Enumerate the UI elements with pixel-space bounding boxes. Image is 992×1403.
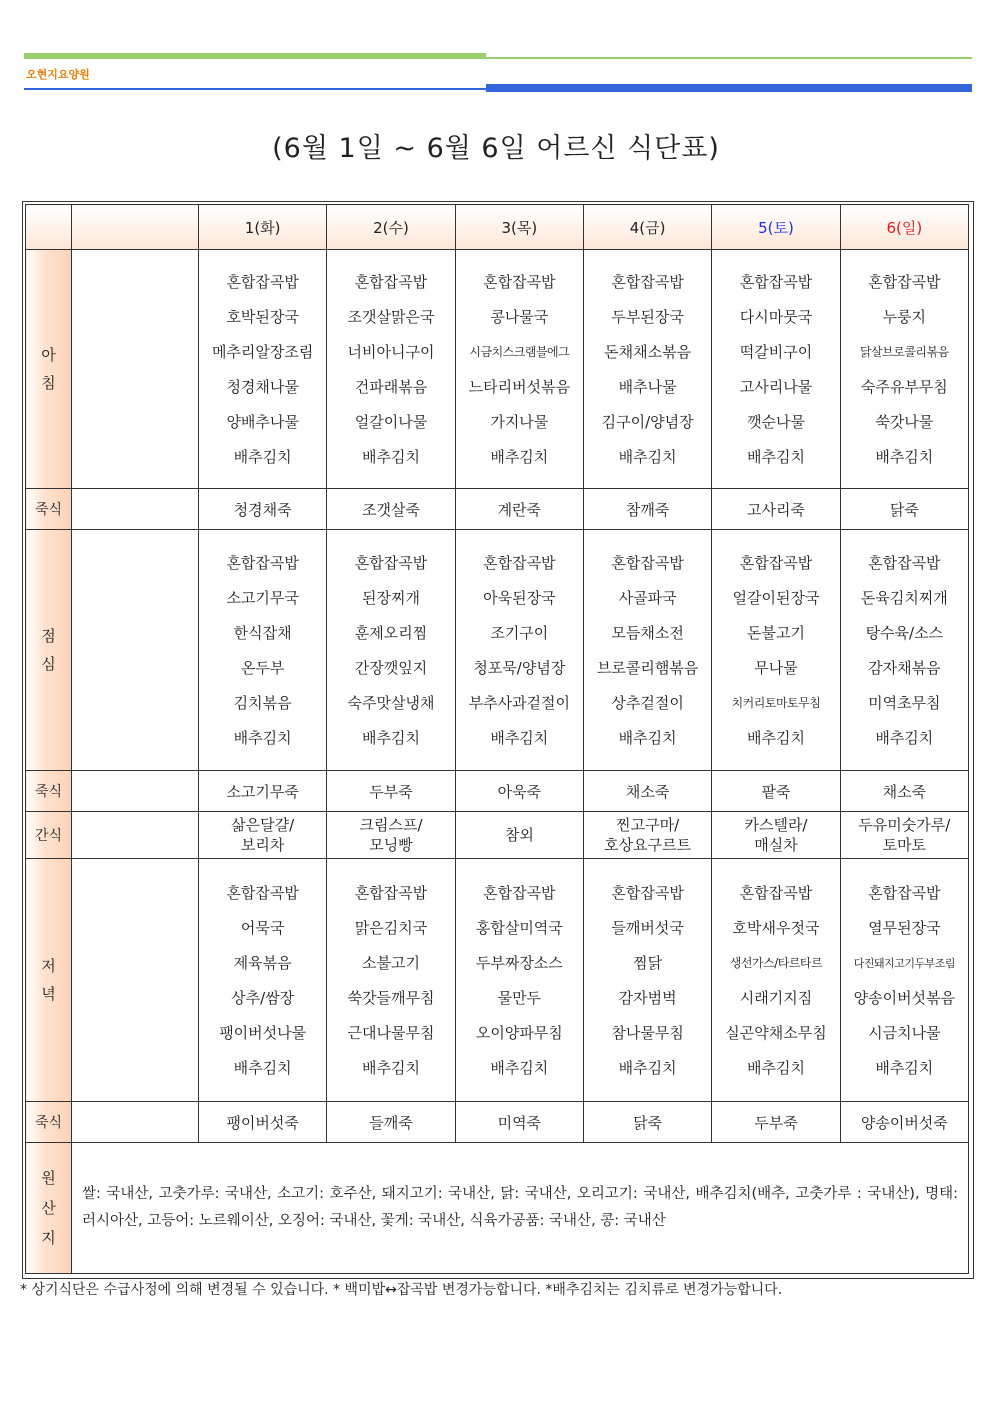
lunch-label: 점 심 bbox=[26, 530, 72, 771]
menu-item: 생선가스/타르타르 bbox=[729, 956, 823, 970]
menu-item: 배추김치 bbox=[362, 448, 420, 466]
menu-item: 건파래볶음 bbox=[354, 378, 428, 396]
menu-item: 물만두 bbox=[497, 989, 542, 1007]
menu-item: 혼합잡곡밥 bbox=[483, 554, 556, 572]
day-header: 1(화) bbox=[199, 205, 327, 250]
porridge-cell: 두부죽 bbox=[327, 771, 455, 812]
menu-cell bbox=[455, 859, 583, 1102]
menu-item: 누룽지 bbox=[882, 308, 927, 326]
menu-item: 혼합잡곡밥 bbox=[868, 554, 941, 572]
menu-item: 양송이버섯볶음 bbox=[853, 989, 956, 1007]
menu-item: 배추김치 bbox=[233, 448, 292, 466]
snack-cell bbox=[327, 812, 455, 859]
day-header: 6(일) bbox=[840, 205, 968, 250]
menu-item: 닭살브로콜리볶음 bbox=[859, 345, 949, 359]
menu-item: 두부된장국 bbox=[611, 308, 684, 326]
menu-item: 혼합잡곡밥 bbox=[354, 554, 428, 572]
menu-item: 돈육김치찌개 bbox=[860, 589, 948, 607]
menu-item: 시래기지짐 bbox=[739, 989, 813, 1007]
menu-item: 배추김치 bbox=[875, 729, 934, 747]
porridge-cell: 팽이버섯죽 bbox=[199, 1102, 327, 1143]
menu-cell bbox=[327, 530, 455, 771]
porridge-cell: 계란죽 bbox=[455, 489, 583, 530]
menu-item: 맑은김치국 bbox=[354, 919, 428, 937]
snack-cell bbox=[712, 812, 840, 859]
menu-cell bbox=[840, 530, 968, 771]
menu-item: 쑥갓나물 bbox=[875, 413, 934, 431]
menu-item: 혼합잡곡밥 bbox=[739, 884, 813, 902]
origin-label: 원 산 지 bbox=[26, 1143, 72, 1274]
menu-item: 감자범벅 bbox=[618, 989, 677, 1007]
menu-cell bbox=[327, 859, 455, 1102]
menu-cell bbox=[455, 530, 583, 771]
menu-item: 조갯살맑은국 bbox=[347, 308, 435, 326]
porridge-cell: 아욱죽 bbox=[455, 771, 583, 812]
menu-item: 배추김치 bbox=[618, 729, 677, 747]
menu-item: 부추사과겉절이 bbox=[468, 694, 571, 712]
menu-item: 배추김치 bbox=[362, 729, 420, 747]
porridge-cell: 참깨죽 bbox=[583, 489, 711, 530]
corner-cell-2 bbox=[72, 205, 199, 250]
porridge-label: 죽식 bbox=[26, 771, 72, 812]
dinner-row bbox=[26, 859, 969, 1102]
porridge-cell: 채소죽 bbox=[840, 771, 968, 812]
porridge-cell: 두부죽 bbox=[712, 1102, 840, 1143]
menu-item: 콩나물국 bbox=[490, 308, 549, 326]
menu-item: 된장찌개 bbox=[362, 589, 420, 607]
menu-item: 다시마뭇국 bbox=[739, 308, 813, 326]
day-header: 2(수) bbox=[327, 205, 455, 250]
blank-cell bbox=[72, 812, 199, 859]
menu-item: 시금치스크램블에그 bbox=[469, 345, 570, 359]
menu-item: 미역초무침 bbox=[868, 694, 941, 712]
menu-item: 혼합잡곡밥 bbox=[483, 273, 556, 291]
snack-line: 매실차 bbox=[754, 836, 798, 854]
menu-item: 홍합살미역국 bbox=[475, 919, 563, 937]
menu-item: 소불고기 bbox=[362, 954, 420, 972]
menu-cell bbox=[199, 859, 327, 1102]
menu-item: 배추김치 bbox=[875, 1059, 934, 1077]
snack-line: 보리차 bbox=[240, 836, 285, 854]
header-rule-blue bbox=[486, 84, 972, 92]
menu-cell bbox=[712, 859, 840, 1102]
snack-line: 두유미숫가루/ bbox=[858, 816, 951, 834]
menu-item: 배추김치 bbox=[618, 448, 677, 466]
snack-line: 모닝빵 bbox=[369, 836, 413, 854]
menu-item: 배추김치 bbox=[233, 729, 292, 747]
menu-item: 시금치나물 bbox=[868, 1024, 941, 1042]
snack-line: 호상요구르트 bbox=[604, 836, 692, 854]
menu-item: 돈불고기 bbox=[746, 624, 805, 642]
menu-item: 들깨버섯국 bbox=[611, 919, 684, 937]
menu-item: 배추김치 bbox=[746, 729, 805, 747]
menu-item: 오이양파무침 bbox=[475, 1024, 563, 1042]
menu-item: 호박된장국 bbox=[226, 308, 299, 326]
menu-item: 한식잡채 bbox=[233, 624, 292, 642]
day-header: 3(목) bbox=[455, 205, 583, 250]
blank-cell bbox=[72, 250, 199, 489]
porridge-cell: 양송이버섯죽 bbox=[840, 1102, 968, 1143]
menu-item: 배추김치 bbox=[490, 448, 549, 466]
porridge-cell: 채소죽 bbox=[583, 771, 711, 812]
day-header-row bbox=[26, 205, 969, 250]
menu-item: 조기구이 bbox=[490, 624, 549, 642]
snack-line: 참외 bbox=[504, 826, 534, 844]
menu-item: 숙주유부무침 bbox=[860, 378, 948, 396]
origin-row bbox=[26, 1143, 969, 1274]
snack-line: 토마토 bbox=[882, 836, 927, 854]
menu-item: 치커리토마토무침 bbox=[731, 696, 821, 710]
menu-item: 혼합잡곡밥 bbox=[739, 273, 813, 291]
snack-line: 삶은달걀/ bbox=[231, 816, 295, 834]
menu-item: 쑥갓들깨무침 bbox=[347, 989, 435, 1007]
porridge-cell: 미역죽 bbox=[455, 1102, 583, 1143]
breakfast-row bbox=[26, 250, 969, 489]
menu-item: 제육볶음 bbox=[233, 954, 292, 972]
menu-item: 무나물 bbox=[754, 659, 798, 677]
porridge-label: 죽식 bbox=[26, 489, 72, 530]
menu-item: 배추나물 bbox=[618, 378, 677, 396]
snack-line: 크림스프/ bbox=[359, 816, 423, 834]
snack-cell bbox=[455, 812, 583, 859]
dinner-label: 저 녁 bbox=[26, 859, 72, 1102]
menu-item: 배추김치 bbox=[618, 1059, 677, 1077]
menu-item: 사골파국 bbox=[618, 589, 677, 607]
menu-item: 소고기무국 bbox=[226, 589, 299, 607]
menu-item: 혼합잡곡밥 bbox=[226, 554, 299, 572]
menu-item: 혼합잡곡밥 bbox=[739, 554, 813, 572]
menu-item: 혼합잡곡밥 bbox=[483, 884, 556, 902]
menu-cell bbox=[712, 250, 840, 489]
breakfast-porridge-row bbox=[26, 489, 969, 530]
menu-item: 훈제오리찜 bbox=[354, 624, 428, 642]
menu-item: 상추겉절이 bbox=[611, 694, 684, 712]
menu-item: 청포묵/양념장 bbox=[473, 659, 566, 677]
porridge-cell: 고사리죽 bbox=[712, 489, 840, 530]
header-rule-blue-thin bbox=[24, 88, 486, 90]
blank-cell bbox=[72, 530, 199, 771]
blank-cell bbox=[72, 489, 199, 530]
header-rule-green-thin bbox=[486, 57, 972, 59]
snack-cell bbox=[840, 812, 968, 859]
menu-item: 혼합잡곡밥 bbox=[611, 884, 684, 902]
menu-item: 배추김치 bbox=[875, 448, 934, 466]
menu-item: 참나물무침 bbox=[611, 1024, 684, 1042]
lunch-porridge-row bbox=[26, 771, 969, 812]
menu-item: 배추김치 bbox=[362, 1059, 420, 1077]
blank-cell bbox=[72, 771, 199, 812]
snack-row bbox=[26, 812, 969, 859]
snack-line: 카스텔라/ bbox=[744, 816, 808, 834]
menu-item: 혼합잡곡밥 bbox=[611, 273, 684, 291]
dinner-porridge-row bbox=[26, 1102, 969, 1143]
menu-item: 근대나물무침 bbox=[347, 1024, 435, 1042]
porridge-cell: 조갯살죽 bbox=[327, 489, 455, 530]
menu-item: 혼합잡곡밥 bbox=[354, 273, 428, 291]
porridge-cell: 닭죽 bbox=[583, 1102, 711, 1143]
menu-item: 가지나물 bbox=[490, 413, 549, 431]
menu-item: 팽이버섯나물 bbox=[219, 1024, 307, 1042]
menu-item: 아욱된장국 bbox=[483, 589, 556, 607]
page-title: (6월 1일 ~ 6월 6일 어르신 식단표) bbox=[272, 133, 720, 164]
organization-name: 오현지요양원 bbox=[26, 68, 90, 81]
menu-item: 열무된장국 bbox=[868, 919, 941, 937]
menu-item: 김치볶음 bbox=[233, 694, 292, 712]
footnote: * 상기식단은 수급사정에 의해 변경될 수 있습니다. * 백미밥↔잡곡밥 변경가능합니다. *배추김치는 김치류로 변경가능합니다. bbox=[20, 1282, 783, 1298]
menu-cell bbox=[199, 250, 327, 489]
lunch-row bbox=[26, 530, 969, 771]
corner-cell bbox=[26, 205, 72, 250]
menu-item: 너비아니구이 bbox=[347, 343, 435, 361]
day-header: 4(금) bbox=[583, 205, 711, 250]
menu-item: 떡갈비구이 bbox=[739, 343, 813, 361]
menu-item: 배추김치 bbox=[746, 1059, 805, 1077]
menu-item: 청경채나물 bbox=[226, 378, 299, 396]
porridge-label: 죽식 bbox=[26, 1102, 72, 1143]
menu-item: 배추김치 bbox=[490, 729, 549, 747]
porridge-cell: 소고기무죽 bbox=[199, 771, 327, 812]
menu-item: 상추/쌈장 bbox=[231, 989, 295, 1007]
menu-item: 온두부 bbox=[240, 659, 285, 677]
menu-item: 김구이/양념장 bbox=[601, 413, 694, 431]
menu-item: 배추김치 bbox=[490, 1059, 549, 1077]
porridge-cell: 닭죽 bbox=[840, 489, 968, 530]
menu-item: 혼합잡곡밥 bbox=[868, 273, 941, 291]
menu-cell bbox=[840, 859, 968, 1102]
snack-label: 간식 bbox=[26, 812, 72, 859]
blank-cell bbox=[72, 1102, 199, 1143]
snack-cell bbox=[583, 812, 711, 859]
menu-item: 메추리알장조림 bbox=[211, 343, 314, 361]
menu-item: 숙주맛살냉채 bbox=[347, 694, 435, 712]
blank-cell bbox=[72, 859, 199, 1102]
menu-cell bbox=[199, 530, 327, 771]
menu-item: 브로콜리햄볶음 bbox=[596, 659, 699, 677]
menu-table bbox=[25, 204, 969, 1274]
menu-item: 감자채볶음 bbox=[868, 659, 941, 677]
porridge-cell: 들깨죽 bbox=[327, 1102, 455, 1143]
porridge-cell: 팥죽 bbox=[712, 771, 840, 812]
menu-item: 돈채채소볶음 bbox=[604, 343, 692, 361]
menu-item: 어묵국 bbox=[240, 919, 285, 937]
menu-item: 호박새우젓국 bbox=[732, 919, 820, 937]
menu-item: 혼합잡곡밥 bbox=[226, 273, 299, 291]
menu-cell bbox=[840, 250, 968, 489]
menu-item: 혼합잡곡밥 bbox=[226, 884, 299, 902]
menu-cell bbox=[455, 250, 583, 489]
menu-item: 얼갈이된장국 bbox=[732, 589, 820, 607]
menu-item: 두부짜장소스 bbox=[475, 954, 563, 972]
day-header: 5(토) bbox=[712, 205, 840, 250]
menu-item: 혼합잡곡밥 bbox=[868, 884, 941, 902]
menu-cell bbox=[712, 530, 840, 771]
menu-item: 실곤약채소무침 bbox=[725, 1024, 827, 1042]
snack-line: 찐고구마/ bbox=[616, 816, 680, 834]
menu-item: 혼합잡곡밥 bbox=[354, 884, 428, 902]
menu-item: 배추김치 bbox=[233, 1059, 292, 1077]
menu-item: 혼합잡곡밥 bbox=[611, 554, 684, 572]
origin-text: 쌀: 국내산, 고춧가루: 국내산, 소고기: 호주산, 돼지고기: 국내산, 닭: 국내산, 오리고기: 국내산, 배추김치(배추, 고춧가루 : 국내산), 명태: 러시아산, 고등어: 노르웨이산, 오징어: 국내산, 꽃게: 국내산, 식육가공품: 국내산, 콩: 국내산 bbox=[72, 1143, 969, 1274]
menu-item: 깻순나물 bbox=[746, 413, 805, 431]
header-rule-green bbox=[24, 53, 486, 59]
snack-cell bbox=[199, 812, 327, 859]
menu-item: 모듬채소전 bbox=[611, 624, 684, 642]
menu-cell bbox=[583, 250, 711, 489]
menu-item: 찜닭 bbox=[633, 954, 663, 972]
menu-item: 다진돼지고기두부조림 bbox=[853, 957, 955, 970]
porridge-cell: 청경채죽 bbox=[199, 489, 327, 530]
menu-cell bbox=[583, 859, 711, 1102]
breakfast-label: 아 침 bbox=[26, 250, 72, 489]
menu-item: 느타리버섯볶음 bbox=[468, 378, 571, 396]
menu-item: 양배추나물 bbox=[226, 413, 299, 431]
menu-cell bbox=[583, 530, 711, 771]
menu-cell bbox=[327, 250, 455, 489]
menu-item: 배추김치 bbox=[746, 448, 805, 466]
menu-item: 간장깻잎지 bbox=[354, 659, 428, 677]
menu-item: 고사리나물 bbox=[739, 378, 813, 396]
menu-item: 탕수육/소스 bbox=[865, 624, 944, 642]
menu-item: 얼갈이나물 bbox=[354, 413, 428, 431]
